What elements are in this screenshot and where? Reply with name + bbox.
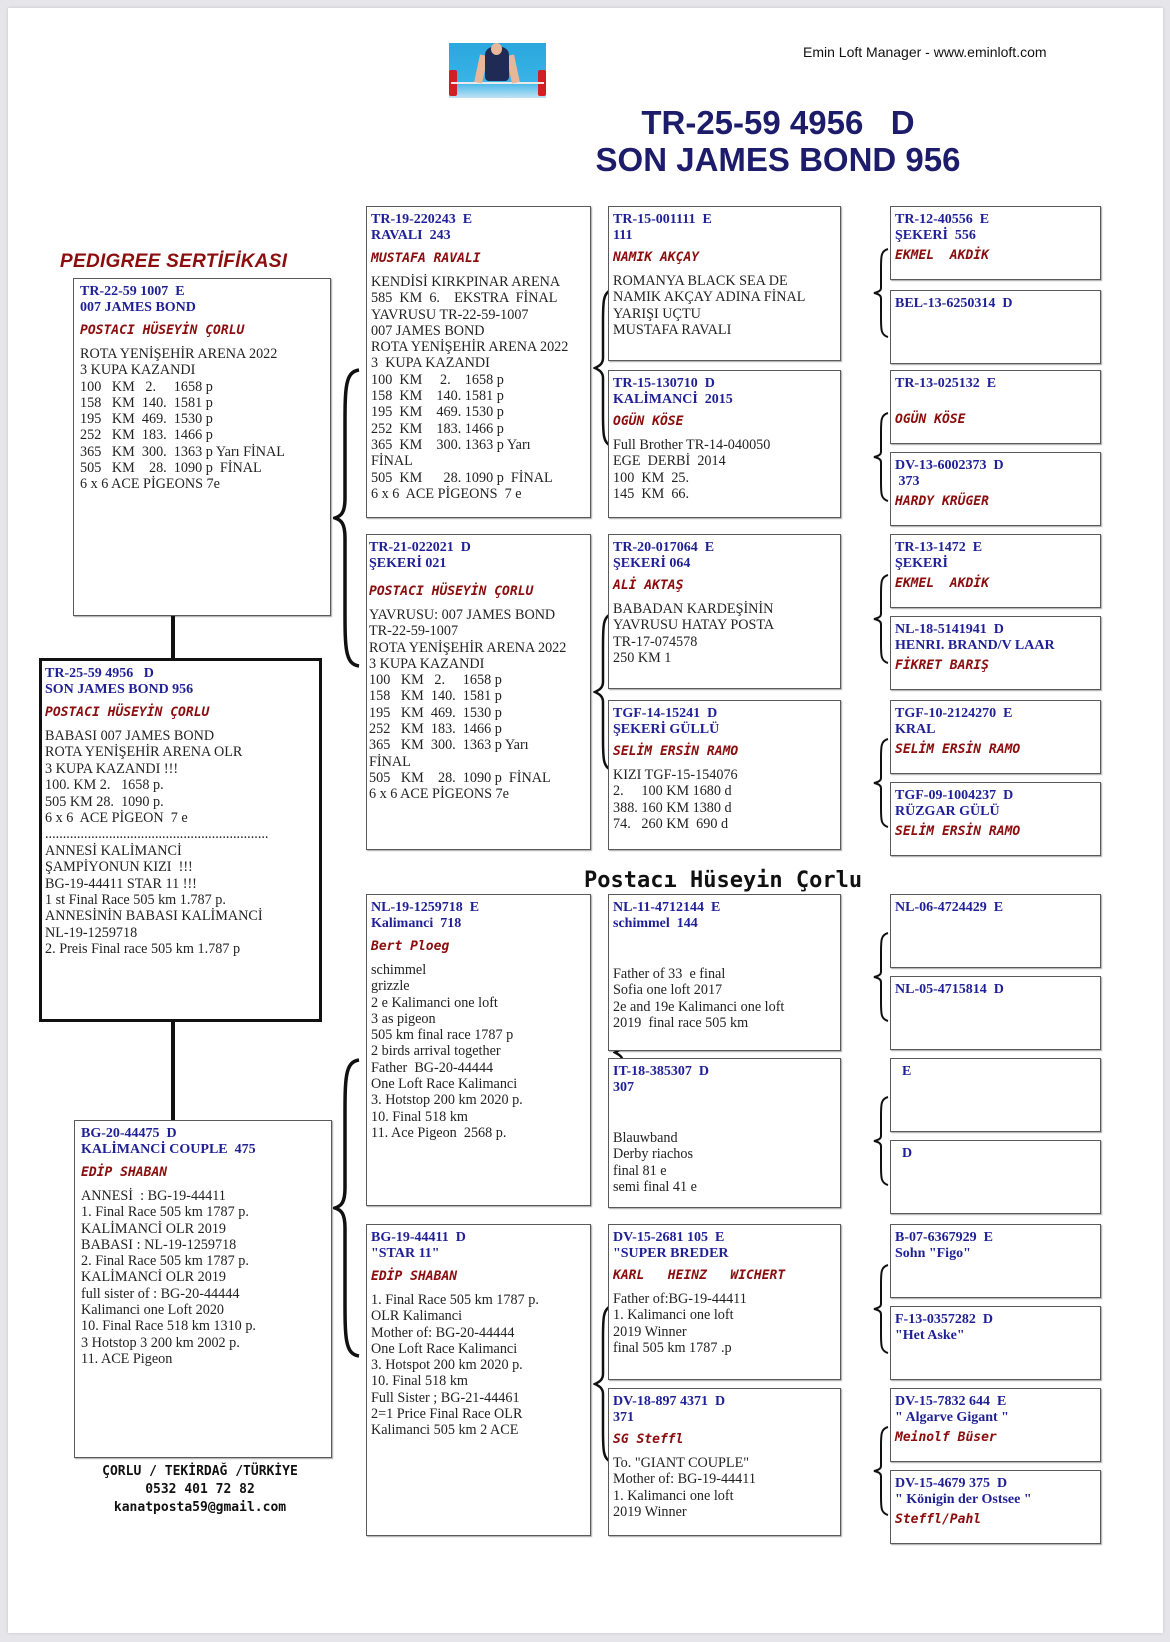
note-line: To. "GIANT COUPLE" [613,1455,750,1471]
brace-icon [872,932,890,1022]
note-line: 11. Ace Pigeon 2568 p. [371,1124,507,1141]
grandparent-box [366,894,591,1206]
note-line: 145 KM 66. [613,485,690,502]
note-line: YARIŞI UÇTU [613,305,701,322]
note-line: 158 KM 140. 1581 p [369,688,502,705]
owner-name: FİKRET BARIŞ [895,658,989,673]
note-line: 505 KM 28. 1090 p. [45,793,164,810]
note-line: One Loft Race Kalimanci [371,1076,518,1093]
owner-name: POSTACI HÜSEYİN ÇORLU [369,584,534,599]
pigeon-name: KALİMANCİ 2015 [613,392,733,407]
note-line: 2. 100 KM 1680 d [613,783,732,800]
great-grandparent-box [608,1224,841,1380]
ring-number: BG-20-44475 D [81,1126,177,1141]
note-line: Mother of: BG-20-44444 [371,1324,515,1341]
note-line: NAMIK AKÇAY ADINA FİNAL [613,289,806,306]
great-great-grandparent-box [890,452,1101,526]
note-line: 195 KM 469. 1530 p [371,404,504,421]
great-great-grandparent-box [890,894,1101,968]
note-line: FİNAL [369,753,411,770]
owner-name: KARL HEINZ WICHERT [613,1268,786,1283]
great-grandparent-box [608,700,841,850]
note-line: 2. Final Race 505 km 1787 p. [81,1253,249,1270]
pigeon-name [895,998,1096,1014]
ring-number: E [895,1064,912,1079]
owner-name: OGÜN KÖSE [613,414,684,429]
pigeon-name: KALİMANCİ COUPLE 475 [81,1142,256,1157]
note-line: ............................................................... [45,826,269,843]
note-line: 007 JAMES BOND [371,322,485,339]
note-line: 3 Hotstop 3 200 km 2002 p. [81,1334,240,1351]
pedigree-page [8,8,1163,1633]
note-line: 6 x 6 ACE PİGEON 7 e [45,810,188,827]
note-line: 100. KM 2. 1658 p. [45,777,164,794]
weightlifter-photo-icon [449,43,546,98]
note-line: KALİMANCİ OLR 2019 [81,1269,227,1286]
connector-line [171,616,175,658]
ring-number: DV-15-7832 644 E [895,1394,1007,1409]
ring-number: BG-19-44411 D [371,1230,466,1245]
owner-name: SELİM ERSİN RAMO [613,744,739,759]
note-line: 100 KM 25. [613,469,690,486]
note-line: 2 e Kalimanci one loft [371,994,498,1011]
note-line: ŞAMPİYONUN KIZI !!! [45,859,193,876]
note-line: 1 st Final Race 505 km 1.787 p. [45,892,226,909]
note-line: KIZI TGF-15-154076 [613,767,738,783]
pigeon-name: ŞEKERİ GÜLLÜ [613,722,720,737]
notes [371,274,586,502]
site-credit: Emin Loft Manager - www.eminloft.com [803,44,1047,60]
great-great-grandparent-box [890,976,1101,1050]
pigeon-name: "Het Aske" [895,1328,965,1343]
note-line: 100 KM 2. 1658 p [371,371,504,388]
note-line: FİNAL [371,453,413,470]
pigeon-name [895,312,1096,328]
ring-number: TR-19-220243 E [371,212,473,227]
pigeon-name [895,392,1096,408]
notes [613,767,836,832]
notes [613,1455,836,1520]
ring-number: TR-21-022021 D [369,540,471,555]
note-line: grizzle [371,978,410,995]
note-line: 3. Hotstop 200 km 2020 p. [371,1092,523,1109]
note-line: NL-19-1259718 [45,924,138,941]
note-line: 2e and 19e Kalimanci one loft [613,998,785,1015]
note-line: 3 KUPA KAZANDI [369,655,485,672]
great-great-grandparent-box [890,206,1101,280]
note-line: 6 x 6 ACE PİGEONS 7e [369,786,509,803]
notes [81,1188,327,1367]
notes [45,728,315,958]
grandparent-box [366,534,591,850]
notes [613,437,836,502]
note-line: 11. ACE Pigeon [81,1350,173,1367]
pigeon-name: ŞEKERİ [895,556,948,571]
note-line: 2019 final race 505 km [613,1014,749,1031]
owner-name: HARDY KRÜGER [895,494,989,509]
owner-name: SELİM ERSİN RAMO [895,824,1021,839]
owner-name: EKMEL AKDİK [895,576,989,591]
note-line: 100 KM 2. 1658 p [369,672,502,689]
note-line: final 505 km 1787 .p [613,1339,732,1356]
pigeon-name: ŞEKERİ 064 [613,556,691,571]
great-great-grandparent-box [890,700,1101,774]
pigeon-name: " Algarve Gigant " [895,1410,1009,1425]
brace-icon [872,1264,890,1354]
certificate-label: PEDIGREE SERTİFİKASI [60,251,288,272]
page-title [568,104,988,178]
note-line: 10. Final Race 518 km 1310 p. [81,1318,256,1335]
owner-name: NAMIK AKÇAY [613,250,700,265]
ring-number: BEL-13-6250314 D [895,296,1013,311]
notes [613,273,836,338]
note-line: 252 KM 183. 1466 p [369,721,502,738]
ring-number: DV-18-897 4371 D [613,1394,726,1409]
note-line: 3. Hotspot 200 km 2020 p. [371,1357,523,1374]
title-ring: TR-25-59 4956 D [641,104,915,141]
note-line: BABASI 007 JAMES BOND [45,728,215,744]
note-line: EGE DERBİ 2014 [613,453,726,470]
pigeon-name [895,1162,1096,1178]
pigeon-name: 007 JAMES BOND [80,300,196,315]
note-line: ANNESİ : BG-19-44411 [81,1188,226,1204]
owner-name: EDİP SHABAN [81,1165,168,1180]
note-line: OLR Kalimanci [371,1308,463,1325]
note-line: ROMANYA BLACK SEA DE [613,273,788,289]
note-line: full sister of : BG-20-44444 [81,1285,240,1302]
brace-icon [872,1426,890,1516]
great-grandparent-box [608,370,841,518]
note-line: 1. Final Race 505 km 1787 p. [371,1292,539,1308]
note-line: Kalimanci 505 km 2 ACE [371,1422,519,1439]
owner-name: EDİP SHABAN [371,1269,458,1284]
note-line: ROTA YENİŞEHİR ARENA 2022 [371,339,569,356]
note-line: 252 KM 183. 1466 p [80,427,213,444]
note-line: 3 KUPA KAZANDI [80,362,196,379]
ring-number: TR-15-130710 D [613,376,715,391]
owner-name: SG Steffl [613,1432,684,1447]
note-line: 585 KM 6. EKSTRA FİNAL [371,290,558,307]
ring-number: DV-15-2681 105 E [613,1230,725,1245]
note-line: 2019 Winner [613,1503,687,1520]
ring-number: D [895,1146,913,1161]
pigeon-name [895,1080,1096,1096]
subject-box [39,658,322,1022]
note-line: 74. 260 KM 690 d [613,815,729,832]
note-line: 1. Kalimanci one loft [613,1487,734,1504]
note-line: Mother of: BG-19-44411 [613,1471,756,1488]
pigeon-name: Sohn "Figo" [895,1246,971,1261]
ring-number: F-13-0357282 D [895,1312,993,1327]
note-line: ROTA YENİŞEHİR ARENA 2022 [80,346,278,362]
great-great-grandparent-box [890,1306,1101,1380]
note-line: ANNESİ KALİMANCİ [45,842,182,859]
ring-number: TGF-10-2124270 E [895,706,1013,721]
pigeon-name: 307 [613,1080,634,1095]
great-grandparent-box [608,534,841,689]
pigeon-name: RAVALI 243 [371,228,451,243]
ring-number: TR-25-59 4956 D [45,666,154,681]
note-line: KENDİSİ KIRKPINAR ARENA [371,274,561,290]
great-great-grandparent-box [890,616,1101,690]
notes [613,1291,836,1356]
note-line: Father of 33 e final [613,966,726,982]
ring-number: B-07-6367929 E [895,1230,993,1245]
owner-name: Bert Ploeg [371,939,450,954]
pigeon-name: HENRI. BRAND/V LAAR [895,638,1055,653]
note-line: TR-17-074578 [613,633,698,650]
note-line: 252 KM 183. 1466 p [371,420,504,437]
great-great-grandparent-box [890,370,1101,444]
pigeon-name: RÜZGAR GÜLÜ [895,804,1000,819]
owner-name: Steffl/Pahl [895,1512,982,1527]
note-line: BG-19-44411 STAR 11 !!! [45,875,197,892]
pigeon-name: ŞEKERİ 021 [369,556,447,571]
great-great-grandparent-box [890,1470,1101,1544]
great-great-grandparent-box [890,782,1101,856]
great-great-grandparent-box [890,1058,1101,1132]
note-line: 388. 160 KM 1380 d [613,799,732,816]
ring-number: TR-20-017064 E [613,540,715,555]
phone: 0532 401 72 82 [145,1482,255,1497]
note-line: 365 KM 300. 1363 p Yarı [369,737,529,754]
note-line: 3 as pigeon [371,1010,436,1027]
ring-number: DV-15-4679 375 D [895,1476,1008,1491]
note-line: Father of:BG-19-44411 [613,1291,747,1307]
owner-name: Meinolf Büser [895,1430,997,1445]
brace-icon [333,368,363,668]
note-line: Sofia one loft 2017 [613,982,723,999]
pigeon-name: 111 [613,228,633,243]
note-line: Blauwband [613,1130,678,1146]
note-line: schimmel [371,962,427,978]
note-line: 365 KM 300. 1363 p Yarı FİNAL [80,443,285,460]
owner-name: OGÜN KÖSE [895,412,966,427]
great-grandparent-box [608,1058,841,1208]
ring-number: TR-12-40556 E [895,212,990,227]
note-line: BABADAN KARDEŞİNİN [613,601,774,617]
pigeon-name: schimmel 144 [613,916,698,931]
great-great-grandparent-box [890,290,1101,364]
note-line: BABASI : NL-19-1259718 [81,1236,237,1253]
note-line: 505 KM 28. 1090 p FİNAL [80,460,262,477]
pigeon-name: KRAL [895,722,936,737]
great-great-grandparent-box [890,1388,1101,1462]
note-line: YAVRUSU TR-22-59-1007 [371,306,529,323]
owner-name: POSTACI HÜSEYİN ÇORLU [45,705,210,720]
note-line: 6 x 6 ACE PİGEONS 7e [80,476,220,493]
ring-number: TGF-14-15241 D [613,706,718,721]
location: ÇORLU / TEKİRDAĞ /TÜRKİYE [102,1464,298,1479]
owner-name: POSTACI HÜSEYİN ÇORLU [80,323,245,338]
grandparent-box [366,1224,591,1536]
notes [613,966,836,1031]
notes [613,601,836,666]
note-line: Kalimanci one Loft 2020 [81,1302,225,1319]
note-line: One Loft Race Kalimanci [371,1340,518,1357]
note-line: 1. Kalimanci one loft [613,1307,734,1324]
note-line: Father BG-20-44444 [371,1059,494,1076]
ring-number: NL-11-4712144 E [613,900,721,915]
note-line: ROTA YENİŞEHİR ARENA 2022 [369,639,567,656]
sire-box [73,278,331,616]
great-great-grandparent-box [890,1140,1101,1214]
notes [613,1130,836,1195]
pigeon-name [895,916,1096,932]
note-line: 250 KM 1 [613,649,672,666]
great-grandparent-box [608,1388,841,1536]
brace-icon [872,574,890,664]
note-line: YAVRUSU: 007 JAMES BOND [369,607,556,623]
title-name: SON JAMES BOND 956 [595,141,961,178]
note-line: ANNESİNİN BABASI KALİMANCİ [45,908,263,925]
note-line: 2. Preis Final race 505 km 1.787 p [45,941,241,958]
pigeon-name: Kalimanci 718 [371,916,462,931]
note-line: ROTA YENİŞEHİR ARENA OLR [45,744,243,761]
note-line: MUSTAFA RAVALI [613,321,732,338]
pigeon-name: ŞEKERİ 556 [895,228,976,243]
owner-name: SELİM ERSİN RAMO [895,742,1021,757]
note-line: 365 KM 300. 1363 p Yarı [371,436,531,453]
brace-icon [872,412,890,502]
note-line: 10. Final 518 km [371,1373,468,1390]
pigeon-name: 373 [895,474,920,489]
ring-number: TGF-09-1004237 D [895,788,1014,803]
ring-number: NL-19-1259718 E [371,900,480,915]
note-line: KALİMANCİ OLR 2019 [81,1220,227,1237]
email: kanatposta59@gmail.com [113,1500,287,1515]
note-line: 505 km final race 1787 p [371,1027,514,1044]
ring-number: NL-05-4715814 D [895,982,1004,997]
notes [369,607,586,803]
owner-name: EKMEL AKDİK [895,248,989,263]
ring-number: TR-22-59 1007 E [80,284,185,299]
note-line: 158 KM 140. 1581 p [371,388,504,405]
notes [371,1292,586,1439]
ring-number: IT-18-385307 D [613,1064,709,1079]
ring-number: NL-06-4724429 E [895,900,1004,915]
note-line: YAVRUSU HATAY POSTA [613,617,775,634]
connector-line [171,1022,175,1121]
note-line: Full Sister ; BG-21-44461 [371,1389,520,1406]
note-line: 10. Final 518 km [371,1108,468,1125]
ring-number: TR-15-001111 E [613,212,712,227]
note-line: Full Brother TR-14-040050 [613,437,771,453]
great-grandparent-box [608,206,841,361]
note-line: 3 KUPA KAZANDI [371,355,490,372]
note-line: 2 birds arrival together [371,1043,501,1060]
brace-icon [333,1058,363,1358]
note-line: final 81 e [613,1162,667,1179]
pigeon-name: " Königin der Ostsee " [895,1492,1032,1507]
pigeon-name: 371 [613,1410,634,1425]
pigeon-name: SON JAMES BOND 956 [45,682,194,697]
note-line: TR-22-59-1007 [369,623,459,640]
ring-number: TR-13-1472 E [895,540,983,555]
contact-footer [80,1463,320,1517]
dam-box [74,1120,332,1458]
owner-name: MUSTAFA RAVALI [371,251,481,266]
pigeon-name: "STAR 11" [371,1246,440,1261]
breeder-watermark: Postacı Hüseyin Çorlu [584,868,863,893]
pigeon-name: "SUPER BREDER [613,1246,729,1261]
note-line: 6 x 6 ACE PİGEONS 7 e [371,485,522,502]
note-line: 505 KM 28. 1090 p FİNAL [369,769,551,786]
brace-icon [872,1096,890,1186]
note-line: 158 KM 140. 1581 p [80,394,213,411]
note-line: 2=1 Price Final Race OLR [371,1406,523,1423]
brace-icon [872,738,890,828]
note-line: 3 KUPA KAZANDI !!! [45,760,179,777]
notes [80,346,326,493]
note-line: 195 KM 469. 1530 p [369,704,502,721]
ring-number: TR-13-025132 E [895,376,997,391]
brace-icon [872,248,890,338]
grandparent-box [366,206,591,518]
owner-name: ALİ AKTAŞ [613,578,684,593]
ring-number: DV-13-6002373 D [895,458,1004,473]
note-line: 2019 Winner [613,1323,687,1340]
note-line: 505 KM 28. 1090 p FİNAL [371,469,553,486]
ring-number: NL-18-5141941 D [895,622,1004,637]
great-great-grandparent-box [890,534,1101,608]
note-line: 100 KM 2. 1658 p [80,378,213,395]
great-grandparent-box [608,894,841,1051]
note-line: semi final 41 e [613,1178,697,1195]
note-line: 195 KM 469. 1530 p [80,411,213,428]
note-line: 1. Final Race 505 km 1787 p. [81,1204,249,1221]
great-great-grandparent-box [890,1224,1101,1298]
notes [371,962,586,1141]
note-line: Derby riachos [613,1146,693,1163]
